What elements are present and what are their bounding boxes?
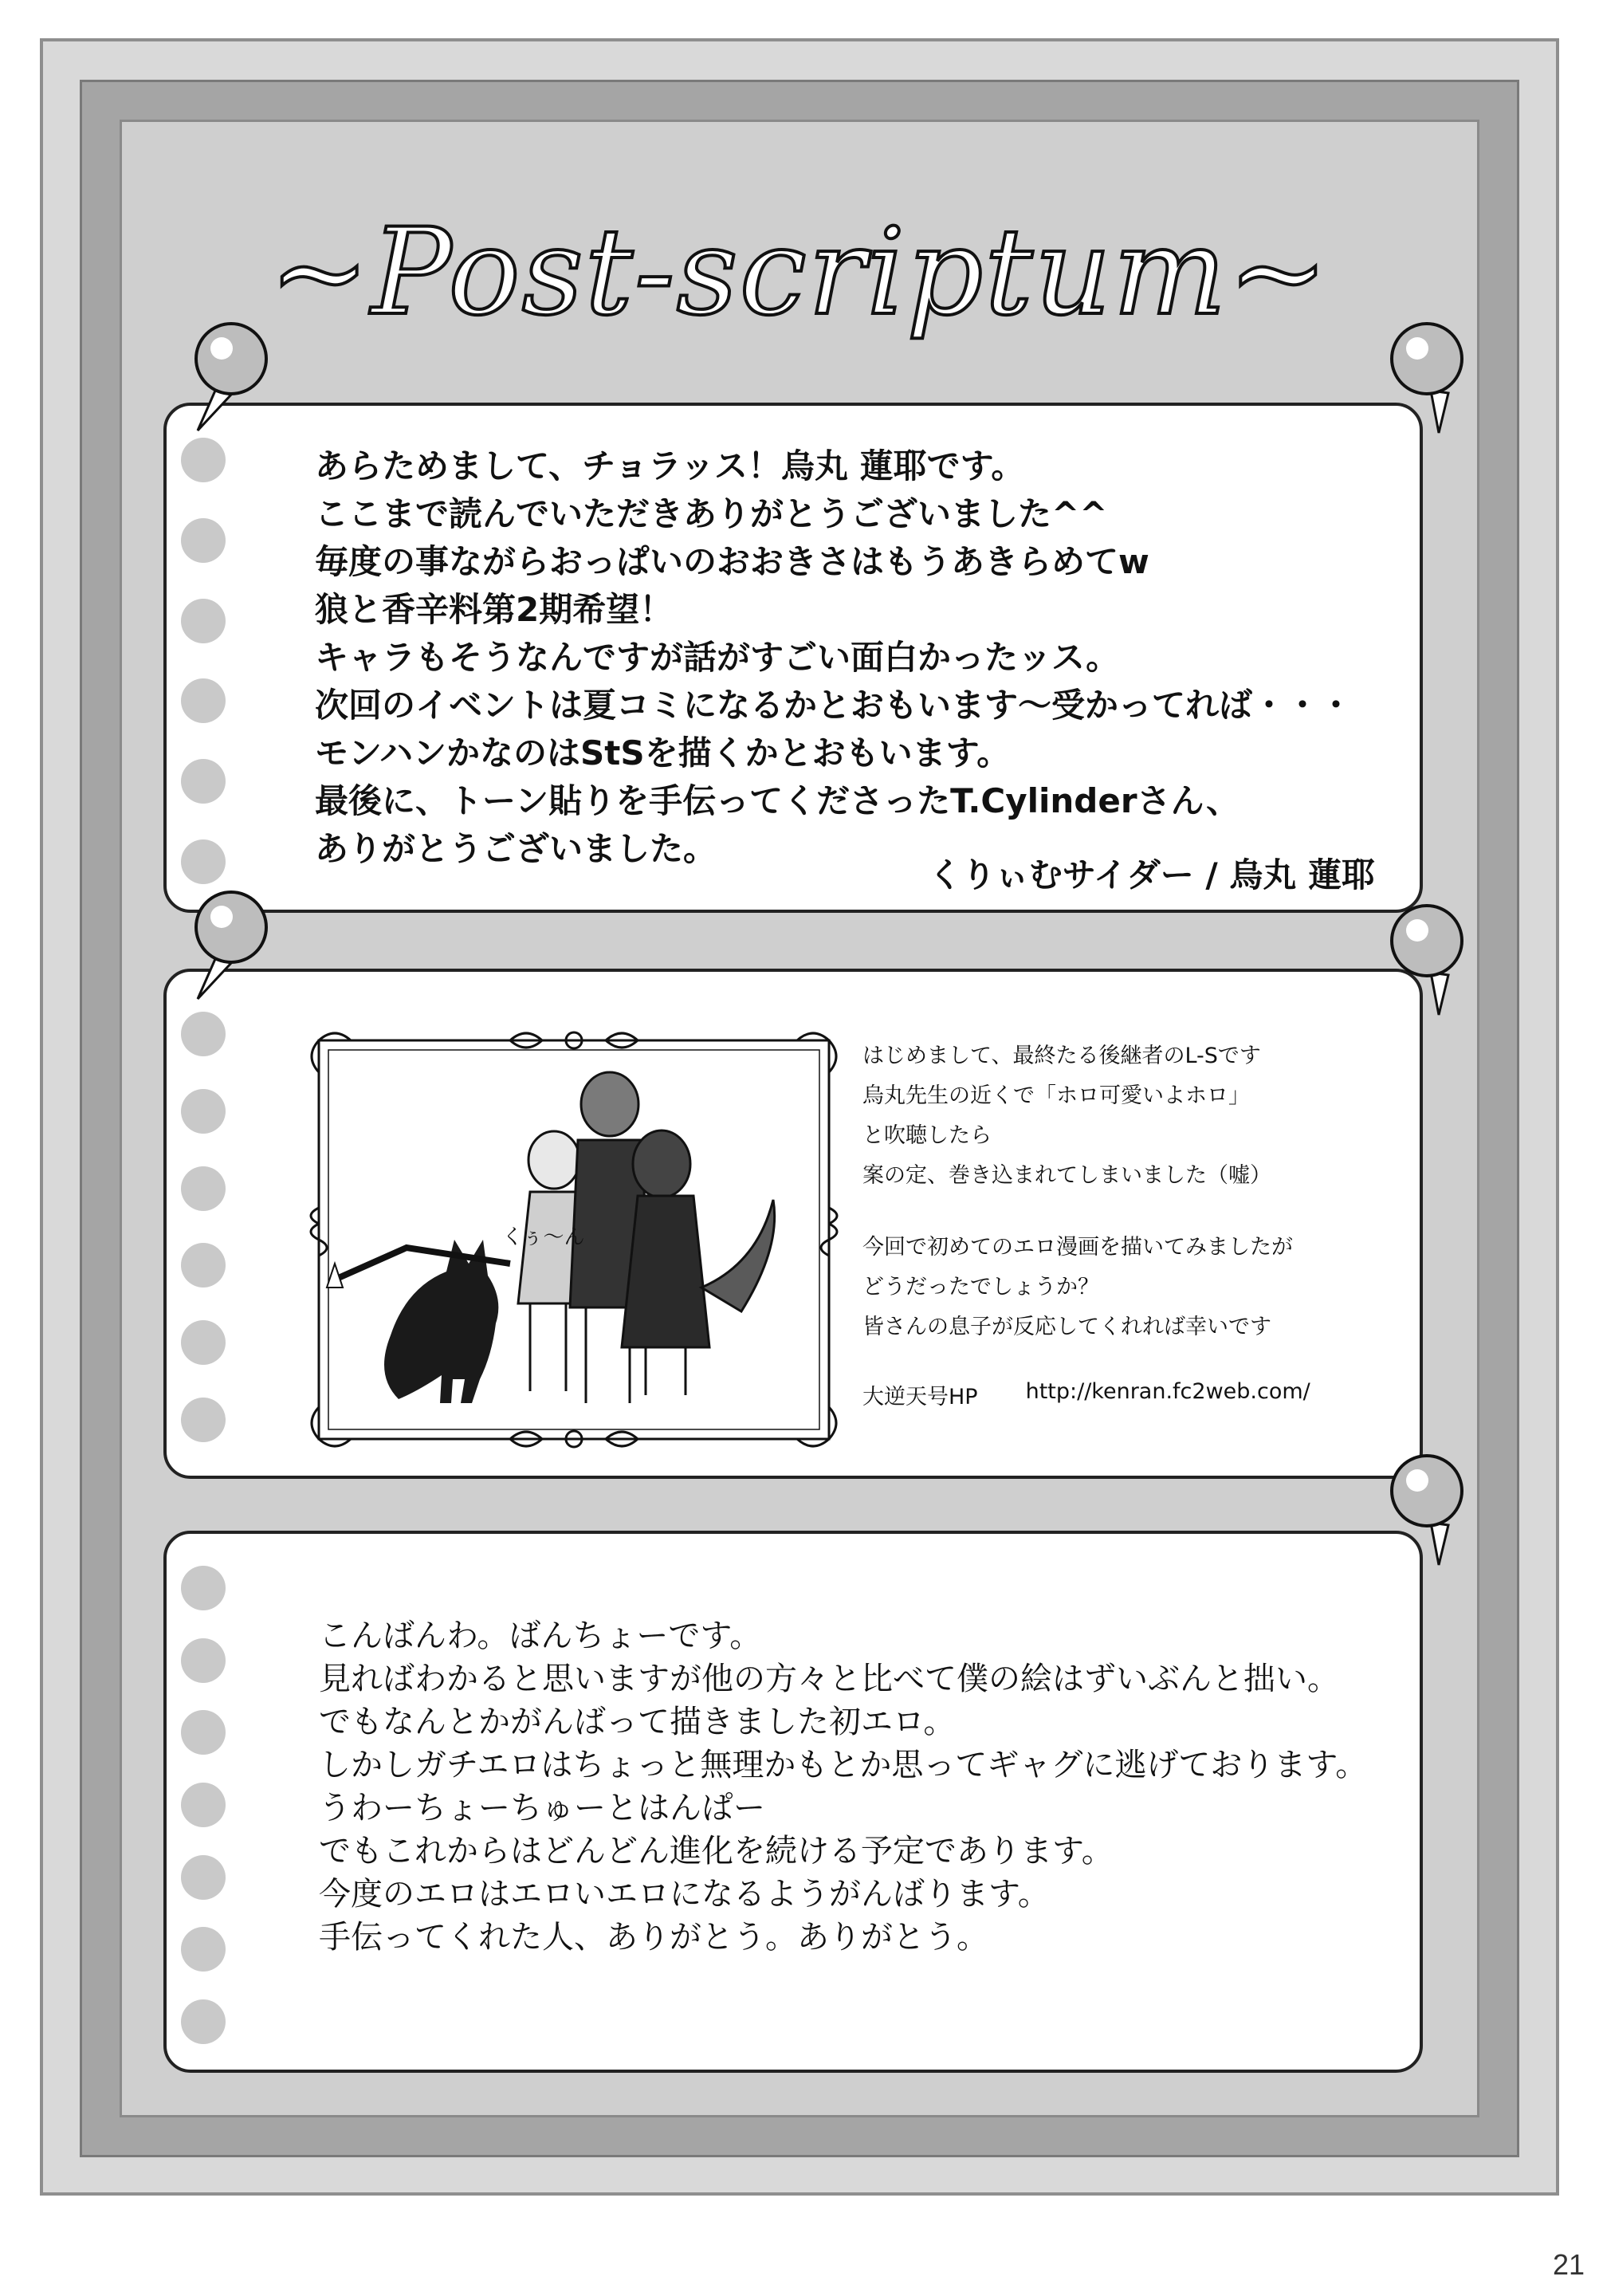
text-line: 今度のエロはエロいエロになるようがんばります。 xyxy=(319,1876,1050,1913)
binder-hole xyxy=(181,1566,226,1610)
text-line: モンハンかなのはStSを描くかとおもいます。 xyxy=(315,733,1011,773)
text-line: でもこれからはどんどん進化を続ける予定であります。 xyxy=(319,1833,1114,1869)
binder-hole xyxy=(181,1783,226,1827)
text-line: あらためまして、チョラッス！烏丸 蓮耶です。 xyxy=(315,446,1025,486)
text-line: どうだったでしょうか？ xyxy=(862,1275,1099,1299)
text-line: こんばんわ。ばんちょーです。 xyxy=(319,1618,762,1654)
text-line: うわーちょーちゅーとはんぱー xyxy=(319,1790,765,1826)
text-line: ありがとうございました。 xyxy=(315,829,717,868)
postscript-text-1 xyxy=(315,442,1391,894)
text-line: 見ればわかると思いますが他の方々と比べて僕の絵はずいぶんと拙い。 xyxy=(319,1661,1339,1697)
text-line: しかしガチエロはちょっと無理かもとか思ってギャグに逃げております。 xyxy=(319,1747,1368,1783)
binder-hole xyxy=(181,1243,226,1288)
text-line: 烏丸先生の近くで「ホロ可愛いよホロ」 xyxy=(862,1083,1250,1108)
pushpin-icon xyxy=(1383,1447,1471,1567)
homepage-line xyxy=(862,1379,1405,1410)
binder-hole xyxy=(181,1999,226,2044)
binder-hole xyxy=(181,759,226,804)
text-line: キャラもそうなんですが話がすごい面白かったッス。 xyxy=(315,638,1120,677)
homepage-url[interactable]: http://kenran.fc2web.com/ xyxy=(1025,1379,1310,1404)
binder-hole xyxy=(181,1012,226,1056)
binder-holes xyxy=(181,438,226,884)
text-line: と吹聴したら xyxy=(862,1123,992,1148)
binder-hole xyxy=(181,599,226,643)
page-title: ~Post-scriptum~ xyxy=(269,203,1330,342)
ornamental-frame xyxy=(303,1024,845,1455)
pushpin-icon xyxy=(1383,315,1471,434)
pushpin-icon xyxy=(1383,897,1471,1016)
binder-hole xyxy=(181,1927,226,1972)
signature: くりぃむサイダー / 烏丸 蓮耶 xyxy=(928,855,1375,894)
binder-hole xyxy=(181,1166,226,1211)
text-line: 毎度の事ながらおっぱいのおおきさはもうあきらめてw xyxy=(315,542,1149,581)
page-number: 21 xyxy=(1552,2248,1585,2281)
binder-hole xyxy=(181,1398,226,1442)
text-line: 今回で初めてのエロ漫画を描いてみましたが xyxy=(862,1235,1293,1260)
binder-hole xyxy=(181,518,226,563)
binder-holes xyxy=(181,1012,226,1442)
homepage-label: 大逆天号HP xyxy=(862,1385,978,1409)
binder-hole xyxy=(181,1089,226,1134)
binder-hole xyxy=(181,1710,226,1755)
text-line: でもなんとかがんばって描きました初エロ。 xyxy=(319,1704,956,1740)
text-line: 手伝ってくれた人、ありがとう。ありがとう。 xyxy=(319,1919,988,1956)
binder-hole xyxy=(181,678,226,723)
text-line: 案の定、巻き込まれてしまいました（嘘） xyxy=(862,1163,1271,1188)
binder-holes xyxy=(181,1566,226,2044)
binder-hole xyxy=(181,839,226,884)
text-line: 狼と香辛料第2期希望！ xyxy=(315,590,674,629)
illustration-text: くぅ～ん xyxy=(502,1225,585,1249)
text-line: 皆さんの息子が反応してくれれば幸いです xyxy=(862,1315,1271,1339)
postscript-text-2 xyxy=(862,1036,1405,1451)
binder-hole xyxy=(181,1855,226,1900)
binder-hole xyxy=(181,438,226,482)
binder-hole xyxy=(181,1638,226,1683)
pushpin-icon xyxy=(183,315,271,434)
text-line: 次回のイベントは夏コミになるかとおもいます～受かってれば・・・ xyxy=(315,686,1353,725)
postscript-text-3 xyxy=(319,1614,1403,1981)
pushpin-icon xyxy=(183,883,271,1003)
text-line: はじめまして、最終たる後継者のL-Sです xyxy=(862,1044,1261,1068)
text-line: 最後に、トーン貼りを手伝ってくださったT.Cylinderさん、 xyxy=(315,781,1240,820)
binder-hole xyxy=(181,1320,226,1365)
text-line: ここまで読んでいただきありがとうございました^^ xyxy=(315,494,1108,533)
